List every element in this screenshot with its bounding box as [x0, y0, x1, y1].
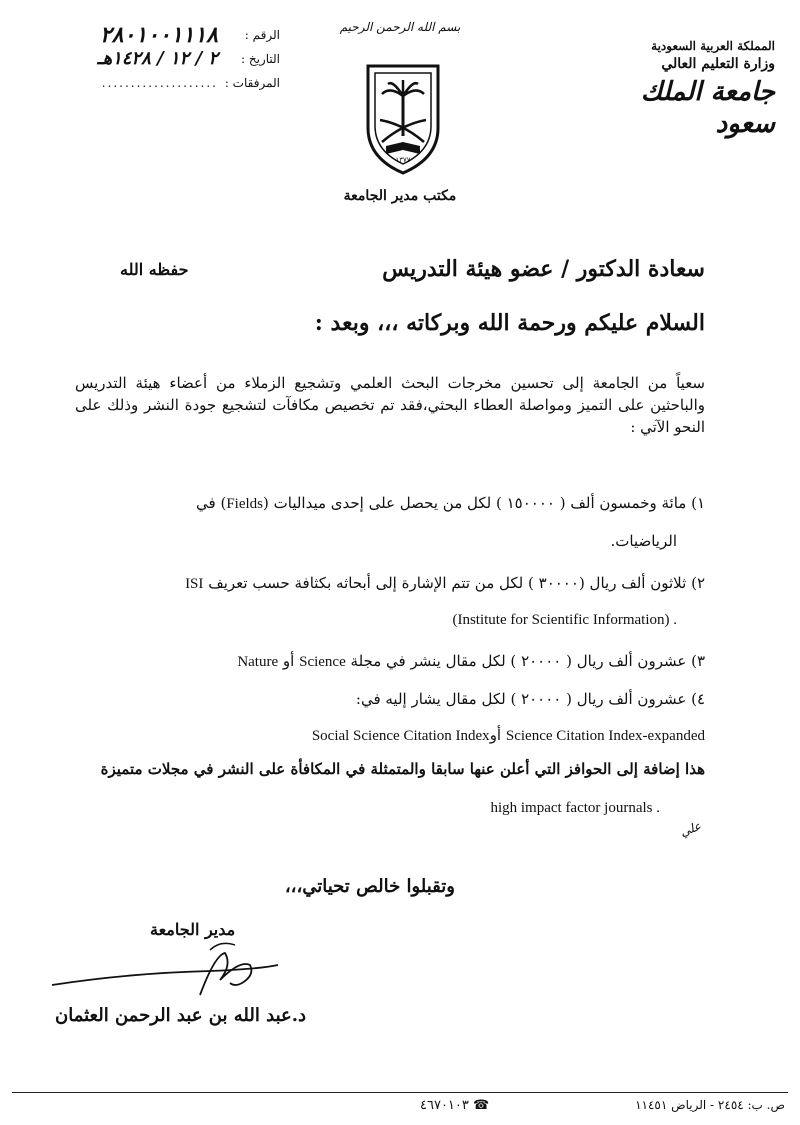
- signatory-name: د.عبد الله بن عبد الرحمن العثمان: [55, 1005, 307, 1026]
- extra-en-line: [20, 796, 660, 819]
- greeting: السلام عليكم ورحمة الله وبركاته ،،، وبعد :: [314, 310, 705, 336]
- phone-number: ٤٦٧٠١٠٣: [420, 1098, 469, 1113]
- item-3: [65, 650, 705, 673]
- item-4: ٤) عشرون ألف ريال ( ٢٠٠٠٠ ) لكل مقال يشار إليه في:: [355, 690, 705, 708]
- item-2: [65, 572, 705, 595]
- university-name: جامعة الملك سعود: [640, 77, 775, 139]
- item-4-en-2: Social Science Citation Index: [311, 728, 490, 744]
- telephone-icon: ☎: [473, 1098, 490, 1113]
- blessing: حفظه الله: [120, 260, 189, 279]
- item-4-or: أو: [489, 726, 502, 744]
- item-4-cont: [65, 724, 705, 747]
- office-title: مكتب مدير الجامعة: [343, 188, 457, 204]
- ministry-name: وزارة التعليم العالي: [661, 56, 775, 72]
- closing: وتقبلوا خالص تحياتي،،،: [284, 876, 455, 897]
- basmala: بسم الله الرحمن الرحيم: [339, 20, 461, 34]
- logo-year: ١٣٧٧: [395, 156, 411, 164]
- intro-paragraph: [75, 372, 705, 438]
- handwritten-initials: علي: [678, 818, 703, 840]
- reference-block: [15, 24, 280, 96]
- extra-en: high impact factor journals .: [490, 800, 660, 816]
- item-1-en: Fields: [226, 496, 264, 512]
- item-2-cont: [37, 608, 705, 631]
- item-3-text: ٣) عشرون ألف ريال ( ٢٠٠٠٠ ) لكل مقال ينشر في مجلة: [350, 652, 705, 670]
- intro-text: سعياً من الجامعة إلى تحسين مخرجات البحث العلمي وتشجيع الزملاء من أعضاء هيئة التدريس والباحثين على التميز ومواصلة العطاء البحثي،فقد تم تخصيص مكافآت لتشجيع جودة النشر وذلك على النحو الآتي :: [75, 374, 705, 436]
- item-3-en-1: Science: [299, 654, 346, 670]
- attachments-label: المرفقات :: [224, 76, 280, 90]
- item-2-en-full: (Institute for Scientific Information) .: [452, 612, 677, 628]
- item-1-text: ١) مائة وخمسون ألف ( ١٥٠٠٠٠ ) لكل من يحصل على إحدى ميداليات (: [263, 494, 705, 512]
- ref-value: ٢٨٠١٠٠١١١٨: [99, 22, 218, 48]
- footer-divider: [12, 1092, 788, 1093]
- ref-label: الرقم :: [244, 28, 280, 42]
- item-1-cont: الرياضيات.: [610, 532, 677, 550]
- signatory-title: مدير الجامعة: [150, 920, 236, 939]
- university-logo-icon: [348, 58, 458, 178]
- kingdom-name: المملكة العربية السعودية: [651, 39, 775, 53]
- item-2-en: ISI: [185, 576, 204, 592]
- footer-phone: [420, 1098, 489, 1113]
- item-1-text-end: ) في: [196, 494, 227, 512]
- footer-address: ص. ب: ٢٤٥٤ - الرياض ١١٤٥١: [635, 1098, 785, 1112]
- item-4-en-1: Science Citation Index-expanded: [505, 728, 705, 744]
- attachments-value: ....................: [101, 76, 218, 90]
- addressee: سعادة الدكتور / عضو هيئة التدريس: [382, 256, 705, 282]
- item-3-or: أو: [282, 652, 295, 670]
- date-value: ٢ / ١٢ / ١٤٢٨هـ: [97, 48, 218, 69]
- date-label: التاريخ :: [240, 52, 280, 66]
- handwritten-signature-icon: [50, 935, 280, 1005]
- item-3-en-2: Nature: [237, 654, 279, 670]
- item-1: [65, 492, 705, 515]
- letterhead-right: [575, 38, 775, 140]
- extra-text: هذا إضافة إلى الحوافز التي أعلن عنها سابقا والمتمثلة في المكافأة على النشر في مجلات متميزة: [100, 760, 705, 778]
- item-2-text: ٢) ثلاثون ألف ريال (٣٠٠٠٠ ) لكل من تتم الإشارة إلى أبحاثه بكثافة حسب تعريف: [208, 574, 705, 592]
